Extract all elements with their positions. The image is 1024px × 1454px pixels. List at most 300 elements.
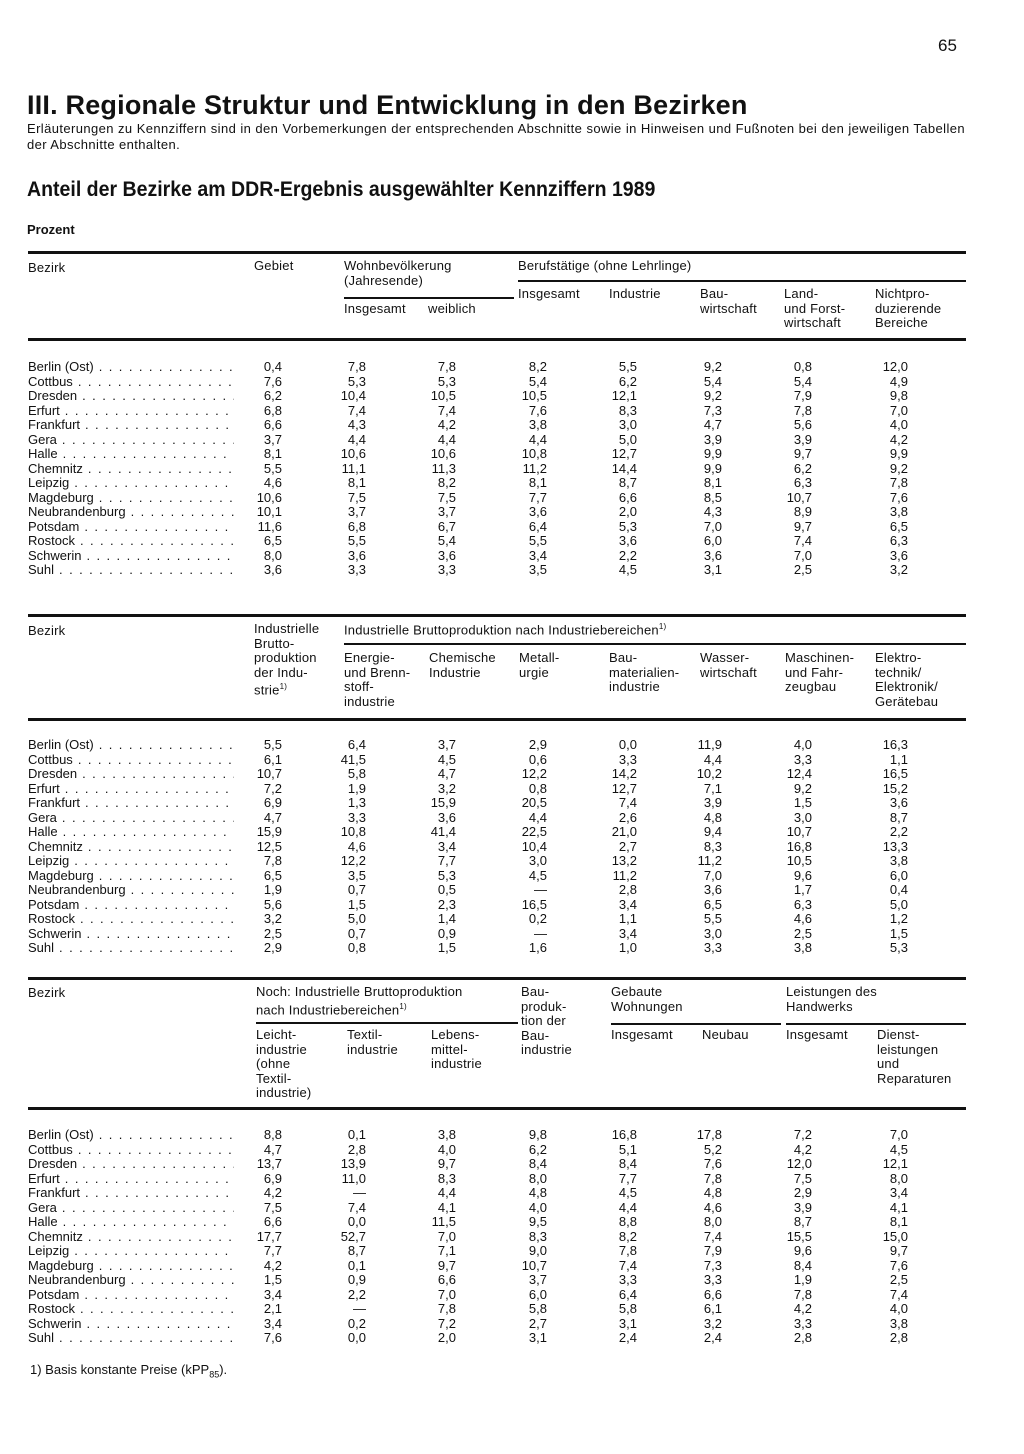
table-cell: 7,5 <box>437 489 456 505</box>
table-cell: 9,2 <box>793 780 812 796</box>
table-cell: 9,2 <box>889 460 908 476</box>
bezirk-name: Suhl . . . <box>28 563 234 578</box>
table-cell: 8,5 <box>703 489 722 505</box>
header-industrielle-bruttoproduktion: Industrielle Brutto- produktion der Indu- strie$^{1)}$ <box>254 621 320 698</box>
table-cell: 20,5 <box>521 795 547 810</box>
bezirk-name: Erfurt . . . <box>28 1172 234 1187</box>
table-cell: 7,7 <box>528 489 547 505</box>
bezirk-name: Frankfurt . . . <box>28 796 234 811</box>
table-cell: 11,3 <box>431 460 456 476</box>
table-row <box>28 505 966 520</box>
table-cell: 2,3 <box>437 896 456 912</box>
table-cell: 0,0 <box>347 1330 366 1345</box>
table-cell: 2,8 <box>347 1141 366 1157</box>
table-cell: 4,0 <box>889 1301 908 1316</box>
table-cell: 0,7 <box>347 882 366 897</box>
table-cell: 3,2 <box>263 911 282 926</box>
table-cell: 16,8 <box>786 838 812 854</box>
table-cell: 5,5 <box>263 460 282 476</box>
bezirk-name: Schwerin . . . <box>28 1317 234 1332</box>
intro-text: Erläuterungen zu Kennziffern sind in den Vorbemerkungen der entsprechenden Abschnitte sowie in Hinweisen und Fußnoten bei den jeweiligen Tabellen der Abschnitte enthalten. <box>27 121 965 152</box>
table-cell: 1,9 <box>347 780 366 796</box>
table-cell: 10,5 <box>430 388 456 403</box>
table-cell: 8,4 <box>618 1156 637 1171</box>
table-cell: 4,8 <box>703 1185 722 1200</box>
header-wasserwirtschaft: Wasser- wirtschaft <box>700 650 757 680</box>
table-cell: 7,1 <box>437 1243 456 1258</box>
table-cell: 0,6 <box>528 751 547 767</box>
table-cell: 8,1 <box>528 475 547 490</box>
table-cell: 3,6 <box>437 547 456 563</box>
table-cell: 3,6 <box>889 795 908 810</box>
table-cell: 2,6 <box>618 809 637 825</box>
table-cell: 7,0 <box>437 1228 456 1244</box>
bezirk-name: Leipzig . . . <box>28 854 234 869</box>
table-cell: 3,8 <box>793 940 812 955</box>
table-cell: 8,7 <box>347 1243 366 1258</box>
table-row <box>28 1302 966 1317</box>
table-cell: 15,9 <box>430 795 456 810</box>
header-bauproduktion: Bau- produk- tion der Bau- industrie <box>521 984 572 1057</box>
table-cell: 16,5 <box>882 766 908 781</box>
table-cell: 3,3 <box>793 751 812 767</box>
table-cell: 3,3 <box>347 809 366 825</box>
table-cell: 3,9 <box>703 431 722 447</box>
table-cell: 4,2 <box>793 1141 812 1157</box>
table-cell: 7,5 <box>793 1170 812 1186</box>
table-cell: 2,7 <box>618 838 637 854</box>
table-cell: 7,6 <box>889 489 908 505</box>
table-row <box>28 1157 966 1172</box>
table-cell: 8,3 <box>703 838 722 854</box>
header-beruf-land: Land- und Forst- wirtschaft <box>784 286 846 330</box>
table-cell: 5,8 <box>528 1301 547 1316</box>
bezirk-name: Dresden . . . <box>28 767 234 782</box>
header-wohnungen-insgesamt: Insgesamt <box>611 1027 673 1042</box>
table-cell: 6,3 <box>793 475 812 490</box>
table-cell: 7,3 <box>703 1257 722 1273</box>
table-cell: 3,0 <box>703 925 722 941</box>
table-cell: 4,8 <box>703 809 722 825</box>
table-row <box>28 491 966 506</box>
table-row <box>28 1128 966 1143</box>
table-cell: 2,9 <box>793 1185 812 1200</box>
table-cell: 7,6 <box>528 402 547 418</box>
table-cell: 8,3 <box>528 1228 547 1244</box>
table-row <box>28 927 966 942</box>
table-cell: 3,6 <box>703 547 722 563</box>
table-row <box>28 520 966 535</box>
table-cell: 6,4 <box>618 1286 637 1302</box>
table-cell: 0,2 <box>347 1315 366 1331</box>
bezirk-name: Halle . . . <box>28 447 234 462</box>
table-cell: 5,0 <box>889 896 908 912</box>
table-row <box>28 796 966 811</box>
table-cell: 8,0 <box>263 547 282 563</box>
table-cell: 3,3 <box>437 562 456 577</box>
page-heading: III. Regionale Struktur und Entwicklung in den Bezirken <box>27 90 748 120</box>
table-cell: 4,5 <box>528 867 547 883</box>
table-row <box>28 1244 966 1259</box>
table-cell: 10,8 <box>340 824 366 839</box>
table-cell: 9,9 <box>703 460 722 476</box>
table-cell: 10,5 <box>786 853 812 868</box>
table-row <box>28 912 966 927</box>
table-cell: 11,9 <box>697 737 722 752</box>
table-cell: 0,4 <box>263 359 282 374</box>
table-cell: 9,7 <box>793 446 812 461</box>
table-cell: 4,0 <box>889 417 908 432</box>
header-wohnungen-neubau: Neubau <box>702 1027 749 1042</box>
bezirk-name: Frankfurt . . . <box>28 418 234 433</box>
table-cell: 5,5 <box>528 533 547 548</box>
table-row <box>28 433 966 448</box>
table-cell: 9,9 <box>703 446 722 461</box>
table-cell: 4,3 <box>703 504 722 519</box>
bezirk-name: Cottbus . . . <box>28 753 234 768</box>
table-row <box>28 389 966 404</box>
table-cell: — <box>534 925 547 941</box>
table-cell: 3,4 <box>618 896 637 912</box>
bezirk-name: Dresden . . . <box>28 389 234 404</box>
table-cell: 5,5 <box>703 911 722 926</box>
table-cell: 5,6 <box>263 896 282 912</box>
header-bezirk: Bezirk <box>28 623 66 638</box>
table-cell: 8,0 <box>703 1214 722 1229</box>
table-cell: 0,8 <box>347 940 366 955</box>
table-cell: 12,0 <box>882 359 908 374</box>
bezirk-name: Berlin (Ost) . . . <box>28 1128 234 1143</box>
table-cell: — <box>534 882 547 897</box>
table-cell: 3,6 <box>437 809 456 825</box>
table-row <box>28 1230 966 1245</box>
table-cell: 6,4 <box>528 518 547 534</box>
table-row <box>28 1215 966 1230</box>
table-cell: 8,1 <box>703 475 722 490</box>
header-lebensmittelindustrie: Lebens- mittel- industrie <box>431 1027 482 1071</box>
table-cell: 4,4 <box>618 1199 637 1215</box>
table-cell: 1,4 <box>437 911 456 926</box>
table-cell: 11,5 <box>431 1214 456 1229</box>
table-row <box>28 941 966 956</box>
table-row <box>28 825 966 840</box>
table-cell: 3,2 <box>889 562 908 577</box>
table-cell: 8,2 <box>618 1228 637 1244</box>
bezirk-name: Cottbus . . . <box>28 375 234 390</box>
table-cell: 12,1 <box>882 1156 908 1171</box>
table-cell: 4,7 <box>703 417 722 432</box>
table-row <box>28 563 966 578</box>
table-cell: 0,9 <box>347 1272 366 1287</box>
table-cell: 3,3 <box>793 1315 812 1331</box>
table-cell: 3,6 <box>889 547 908 563</box>
table-cell: 7,6 <box>889 1257 908 1273</box>
header-chemie: Chemische Industrie <box>429 650 496 680</box>
table-row <box>28 418 966 433</box>
table-cell: 5,8 <box>618 1301 637 1316</box>
table-cell: 3,9 <box>793 431 812 447</box>
table-cell: 4,1 <box>889 1199 908 1215</box>
table-cell: 4,6 <box>347 838 366 854</box>
bezirk-name: Magdeburg . . . <box>28 491 234 506</box>
table-cell: 2,5 <box>793 562 812 577</box>
table-cell: 5,0 <box>347 911 366 926</box>
table-cell: 9,8 <box>889 388 908 403</box>
table-cell: 4,4 <box>703 751 722 767</box>
table-cell: 2,2 <box>889 824 908 839</box>
header-maschinenbau: Maschinen- und Fahr- zeugbau <box>785 650 855 694</box>
table-cell: 1,1 <box>618 911 637 926</box>
header-beruf-bau: Bau- wirtschaft <box>700 286 757 316</box>
table-cell: 0,8 <box>793 359 812 374</box>
table-cell: 4,7 <box>437 766 456 781</box>
table-cell: 3,1 <box>528 1330 547 1345</box>
table-cell: 2,7 <box>528 1315 547 1331</box>
table-cell: 6,4 <box>347 737 366 752</box>
table-row <box>28 447 966 462</box>
header-beruf-insgesamt: Insgesamt <box>518 286 580 301</box>
table-cell: 2,0 <box>437 1330 456 1345</box>
table-cell: 7,2 <box>437 1315 456 1331</box>
table-cell: 0,4 <box>889 882 908 897</box>
table-cell: 2,0 <box>618 504 637 519</box>
bezirk-name: Schwerin . . . <box>28 927 234 942</box>
header-bezirk: Bezirk <box>28 260 66 275</box>
table-cell: 3,3 <box>618 751 637 767</box>
table-cell: 2,1 <box>263 1301 282 1316</box>
bezirk-name: Magdeburg . . . <box>28 869 234 884</box>
table-cell: 12,5 <box>256 838 282 854</box>
table-cell: 6,9 <box>263 1170 282 1186</box>
table-cell: 6,1 <box>263 751 282 767</box>
table-cell: 3,7 <box>263 431 282 447</box>
header-dienstleistungen: Dienst- leistungen und Reparaturen <box>877 1027 952 1086</box>
table-cell: 6,5 <box>263 867 282 883</box>
bezirk-name: Gera . . . <box>28 433 234 448</box>
table-cell: 3,1 <box>703 562 722 577</box>
bezirk-name: Halle . . . <box>28 825 234 840</box>
table-cell: 4,5 <box>889 1141 908 1157</box>
table-cell: 1,6 <box>528 940 547 955</box>
table-cell: 9,9 <box>889 446 908 461</box>
table-cell: 11,6 <box>257 518 282 534</box>
table-cell: 3,1 <box>618 1315 637 1331</box>
table-cell: 10,7 <box>786 824 812 839</box>
table-cell: 6,5 <box>703 896 722 912</box>
table-cell: 9,5 <box>528 1214 547 1229</box>
table-cell: 3,6 <box>528 504 547 519</box>
table-cell: 16,8 <box>611 1127 637 1142</box>
header-noch-industriebereiche: Noch: Industrielle Bruttoproduktion nach Industriebereichen$^{1)}$ <box>256 984 463 1017</box>
table-row <box>28 1331 966 1346</box>
table-cell: 1,2 <box>889 911 908 926</box>
header-textilindustrie: Textil- industrie <box>347 1027 398 1057</box>
table-cell: 6,0 <box>889 867 908 883</box>
table-cell: 8,4 <box>793 1257 812 1273</box>
table-cell: 8,7 <box>793 1214 812 1229</box>
table-cell: 17,7 <box>256 1228 282 1244</box>
header-metallurgie: Metall- urgie <box>519 650 560 680</box>
table-cell: 4,1 <box>437 1199 456 1215</box>
table-cell: 1,9 <box>263 882 282 897</box>
table-cell: 3,0 <box>793 809 812 825</box>
table-cell: 11,2 <box>522 460 547 476</box>
bezirk-name: Neubrandenburg . . . <box>28 883 234 898</box>
header-beruf-nichtproduzierend: Nichtpro- duzierende Bereiche <box>875 286 942 330</box>
table-cell: 7,5 <box>263 1199 282 1215</box>
table-cell: 11,1 <box>341 460 366 476</box>
table-cell: 10,4 <box>340 388 366 403</box>
table-subtitle: Anteil der Bezirke am DDR-Ergebnis ausgewählter Kennziffern 1989 <box>27 178 656 201</box>
table-cell: 7,0 <box>437 1286 456 1302</box>
table-cell: 4,2 <box>793 1301 812 1316</box>
header-wohn-weiblich: weiblich <box>428 301 476 316</box>
header-baumaterialien: Bau- materialien- industrie <box>609 650 680 694</box>
table-cell: 7,8 <box>793 402 812 418</box>
table-cell: 3,3 <box>703 1272 722 1287</box>
table-cell: 9,4 <box>703 824 722 839</box>
bezirk-name: Suhl . . . <box>28 941 234 956</box>
table-cell: 14,4 <box>611 460 637 476</box>
table-cell: 1,5 <box>263 1272 282 1287</box>
table-cell: 4,4 <box>347 431 366 447</box>
table-cell: 3,4 <box>263 1286 282 1302</box>
table-row <box>28 811 966 826</box>
table-cell: 16,3 <box>882 737 908 752</box>
table-cell: 7,8 <box>703 1170 722 1186</box>
table-cell: 3,8 <box>889 504 908 519</box>
bezirk-name: Schwerin . . . <box>28 549 234 564</box>
table-cell: 1,1 <box>889 751 908 767</box>
table-cell: 6,7 <box>437 518 456 534</box>
table-cell: 7,0 <box>889 1127 908 1142</box>
table-cell: 3,7 <box>347 504 366 519</box>
table-cell: 14,2 <box>611 766 637 781</box>
header-wohnbevoelkerung: Wohnbevölkerung (Jahresende) <box>344 258 452 288</box>
table-cell: 8,7 <box>889 809 908 825</box>
table-row <box>28 840 966 855</box>
table-cell: 4,6 <box>703 1199 722 1215</box>
table-cell: 21,0 <box>611 824 637 839</box>
table-cell: 6,8 <box>347 518 366 534</box>
table-cell: 15,5 <box>786 1228 812 1244</box>
table-cell: 13,3 <box>882 838 908 854</box>
table-cell: 2,8 <box>618 882 637 897</box>
table-row <box>28 549 966 564</box>
table-cell: 3,9 <box>793 1199 812 1215</box>
bezirk-name: Dresden . . . <box>28 1157 234 1172</box>
header-energie: Energie- und Brenn- stoff- industrie <box>344 650 411 709</box>
bezirk-name: Potsdam . . . <box>28 898 234 913</box>
table-cell: 0,5 <box>437 882 456 897</box>
table-cell: 4,4 <box>437 431 456 447</box>
table-row <box>28 375 966 390</box>
table-cell: 7,9 <box>703 1243 722 1258</box>
table-cell: 3,4 <box>889 1185 908 1200</box>
table-row <box>28 869 966 884</box>
table-row <box>28 854 966 869</box>
table-cell: 7,8 <box>347 359 366 374</box>
table-cell: 1,5 <box>437 940 456 955</box>
table-cell: 10,6 <box>256 489 282 505</box>
table-cell: 8,9 <box>793 504 812 519</box>
table-cell: 7,4 <box>437 402 456 418</box>
header-industriebereiche: Industrielle Bruttoproduktion nach Industriebereichen$^{1)}$ <box>344 622 667 638</box>
table-cell: 7,4 <box>618 1257 637 1273</box>
table-cell: 5,4 <box>793 373 812 389</box>
table-row <box>28 753 966 768</box>
table-cell: 7,4 <box>889 1286 908 1302</box>
table-cell: 6,1 <box>703 1301 722 1316</box>
table-row <box>28 476 966 491</box>
table-row <box>28 1186 966 1201</box>
table-cell: 1,0 <box>618 940 637 955</box>
table-cell: 6,2 <box>618 373 637 389</box>
table-cell: 10,6 <box>340 446 366 461</box>
table-cell: 7,0 <box>793 547 812 563</box>
unit-label: Prozent <box>27 222 75 237</box>
table-cell: 5,6 <box>793 417 812 432</box>
table-cell: 3,2 <box>703 1315 722 1331</box>
table-cell: 12,7 <box>611 446 637 461</box>
table-cell: 5,0 <box>618 431 637 447</box>
table-cell: 8,1 <box>347 475 366 490</box>
table-cell: 2,5 <box>263 925 282 941</box>
table-cell: 6,2 <box>528 1141 547 1157</box>
header-handwerk-insgesamt: Insgesamt <box>786 1027 848 1042</box>
table-cell: 8,1 <box>263 446 282 461</box>
table-cell: 3,6 <box>618 533 637 548</box>
table-row <box>28 1201 966 1216</box>
table-row <box>28 534 966 549</box>
table-row <box>28 462 966 477</box>
table-cell: 7,8 <box>889 475 908 490</box>
table-cell: 3,7 <box>528 1272 547 1287</box>
bezirk-name: Chemnitz . . . <box>28 1230 234 1245</box>
table-cell: 3,8 <box>528 417 547 432</box>
header-berufstaetige: Berufstätige (ohne Lehrlinge) <box>518 258 692 273</box>
table-row <box>28 1259 966 1274</box>
table-cell: 5,4 <box>437 533 456 548</box>
header-elektrotechnik: Elektro- technik/ Elektronik/ Gerätebau <box>875 650 939 709</box>
table-cell: 4,7 <box>263 1141 282 1157</box>
header-handwerk: Leistungen des Handwerks <box>786 984 877 1014</box>
table-cell: 0,1 <box>347 1127 366 1142</box>
table-cell: 5,3 <box>347 373 366 389</box>
table-cell: 12,7 <box>611 780 637 796</box>
table-cell: 7,8 <box>618 1243 637 1258</box>
table-cell: 1,5 <box>793 795 812 810</box>
table-cell: 3,0 <box>528 853 547 868</box>
table-cell: 10,7 <box>521 1257 547 1273</box>
table-cell: 7,1 <box>703 780 722 796</box>
table-cell: 7,2 <box>263 780 282 796</box>
table-cell: 11,2 <box>697 853 722 868</box>
table-cell: 5,4 <box>528 373 547 389</box>
bezirk-name: Cottbus . . . <box>28 1143 234 1158</box>
table-cell: 8,0 <box>528 1170 547 1186</box>
table-cell: 3,5 <box>347 867 366 883</box>
table-cell: 0,9 <box>437 925 456 941</box>
table-cell: 3,8 <box>889 853 908 868</box>
table-cell: 5,4 <box>703 373 722 389</box>
table-cell: 4,2 <box>889 431 908 447</box>
table-cell: 12,2 <box>521 766 547 781</box>
table-cell: 4,8 <box>528 1185 547 1200</box>
header-beruf-industrie: Industrie <box>609 286 661 301</box>
table-cell: 3,8 <box>889 1315 908 1331</box>
table-cell: 4,2 <box>263 1185 282 1200</box>
